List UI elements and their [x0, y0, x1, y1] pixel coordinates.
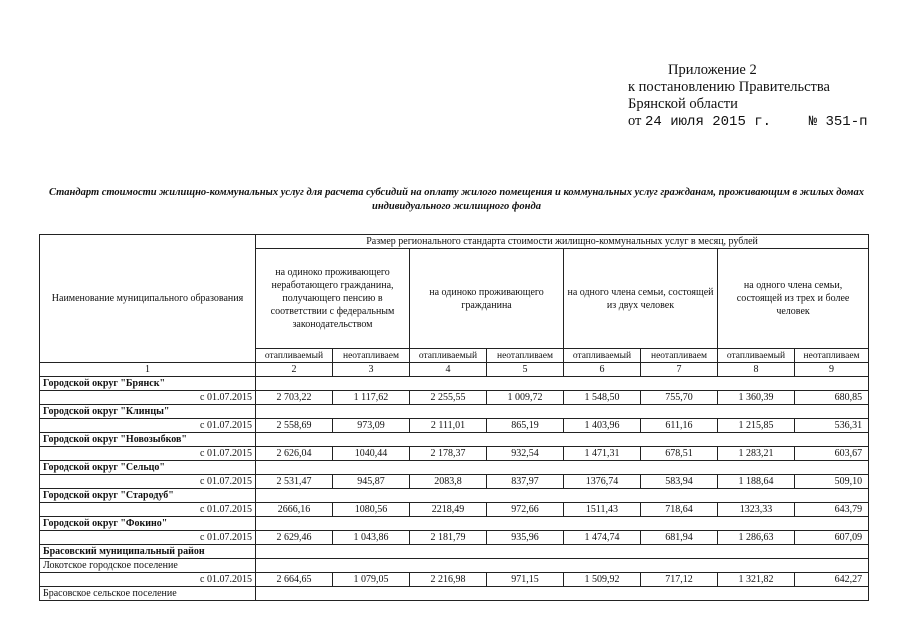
table-row: [40, 447, 869, 461]
value-cell: 603,67: [795, 447, 869, 461]
value-cell: 680,85: [795, 391, 869, 405]
section-header-name: Городской округ "Стародуб": [40, 489, 256, 503]
value-cell: 945,87: [333, 475, 410, 489]
value-cell: 583,94: [641, 475, 718, 489]
blank-cell: [256, 517, 869, 531]
value-cell: 2 626,04: [256, 447, 333, 461]
col-number: 2: [256, 363, 333, 377]
group-header-single: на одиноко проживающего гражданина: [410, 249, 564, 349]
blank-cell: [256, 377, 869, 391]
section-header-name: Городской округ "Клинцы": [40, 405, 256, 419]
value-cell: 718,64: [641, 503, 718, 517]
column-numbers-row: [40, 363, 869, 377]
section-header: [40, 405, 869, 419]
value-cell: 935,96: [487, 531, 564, 545]
table-row: [40, 475, 869, 489]
sub-header-unheated: неотапливаем: [487, 349, 564, 363]
blank-cell: [256, 489, 869, 503]
effective-date: с 01.07.2015: [40, 573, 256, 587]
value-cell: 2 216,98: [410, 573, 487, 587]
value-cell: 2 181,79: [410, 531, 487, 545]
col-number: 9: [795, 363, 869, 377]
value-cell: 2 703,22: [256, 391, 333, 405]
value-cell: 1080,56: [333, 503, 410, 517]
col-number: 7: [641, 363, 718, 377]
value-cell: 536,31: [795, 419, 869, 433]
value-cell: 2083,8: [410, 475, 487, 489]
section-header: [40, 461, 869, 475]
value-cell: 681,94: [641, 531, 718, 545]
value-cell: 643,79: [795, 503, 869, 517]
stamp-number: № 351-п: [808, 114, 868, 130]
value-cell: 1511,43: [564, 503, 641, 517]
table-row: [40, 573, 869, 587]
value-cell: 932,54: [487, 447, 564, 461]
value-cell: 2 178,37: [410, 447, 487, 461]
sub-header-heated: отапливаемый: [410, 349, 487, 363]
value-cell: 2 629,46: [256, 531, 333, 545]
approval-stamp: [628, 62, 868, 131]
group-header-family-three: на одного члена семьи, состоящей из трех и более человек: [718, 249, 869, 349]
value-cell: 1 043,86: [333, 531, 410, 545]
effective-date: с 01.07.2015: [40, 503, 256, 517]
value-cell: 2666,16: [256, 503, 333, 517]
section-header: [40, 433, 869, 447]
blank-cell: [256, 461, 869, 475]
value-cell: 1040,44: [333, 447, 410, 461]
value-cell: 1 471,31: [564, 447, 641, 461]
value-cell: 2 255,55: [410, 391, 487, 405]
value-cell: 1 360,39: [718, 391, 795, 405]
value-cell: 1 509,92: [564, 573, 641, 587]
value-cell: 755,70: [641, 391, 718, 405]
sub-header-heated: отапливаемый: [718, 349, 795, 363]
document-title: Стандарт стоимости жилищно-коммунальных услуг для расчета субсидий на оплату жилого помещения и коммунальных услуг гражданам, проживающим в жилых домах индивидуального жилищного фонда: [48, 187, 864, 212]
value-cell: 611,16: [641, 419, 718, 433]
blank-cell: [256, 587, 869, 601]
section-header: [40, 489, 869, 503]
table-row: [40, 503, 869, 517]
effective-date: с 01.07.2015: [40, 475, 256, 489]
sub-header-heated: отапливаемый: [256, 349, 333, 363]
stamp-region: Брянской области: [628, 96, 738, 112]
value-cell: 509,10: [795, 475, 869, 489]
section-header: [40, 377, 869, 391]
blank-cell: [256, 433, 869, 447]
district-header: [40, 545, 869, 559]
value-cell: 837,97: [487, 475, 564, 489]
value-cell: 2 111,01: [410, 419, 487, 433]
stamp-date: 24 июля 2015 г.: [645, 114, 772, 130]
effective-date: с 01.07.2015: [40, 419, 256, 433]
settlement-header-name: Локотское городское поселение: [40, 559, 256, 573]
sub-header-heated: отапливаемый: [564, 349, 641, 363]
value-cell: 971,15: [487, 573, 564, 587]
settlement-header: [40, 587, 869, 601]
col-number: 3: [333, 363, 410, 377]
settlement-header: [40, 559, 869, 573]
effective-date: с 01.07.2015: [40, 391, 256, 405]
value-cell: 1 403,96: [564, 419, 641, 433]
stamp-date-line: [628, 113, 868, 131]
value-cell: 1 117,62: [333, 391, 410, 405]
value-cell: 1 079,05: [333, 573, 410, 587]
effective-date: с 01.07.2015: [40, 447, 256, 461]
value-cell: 1 548,50: [564, 391, 641, 405]
settlement-header-name: Брасовское сельское поселение: [40, 587, 256, 601]
stamp-resolution: к постановлению Правительства: [628, 79, 830, 95]
col-header-name: Наименование муниципального образования: [40, 235, 256, 363]
section-header-name: Городской округ "Сельцо": [40, 461, 256, 475]
group-header-pensioner: на одиноко проживающего неработающего гражданина, получающего пенсию в соответствии с федеральным законодательством: [256, 249, 410, 349]
value-cell: 1323,33: [718, 503, 795, 517]
section-header-name: Городской округ "Фокино": [40, 517, 256, 531]
value-cell: 1 286,63: [718, 531, 795, 545]
section-header: [40, 517, 869, 531]
stamp-appendix: Приложение 2: [668, 62, 757, 78]
value-cell: 2 558,69: [256, 419, 333, 433]
value-cell: 973,09: [333, 419, 410, 433]
table-row: [40, 391, 869, 405]
col-number: 8: [718, 363, 795, 377]
value-cell: 1 474,74: [564, 531, 641, 545]
stamp-date-prefix: от: [628, 113, 642, 129]
value-cell: 1 283,21: [718, 447, 795, 461]
blank-cell: [256, 559, 869, 573]
table-row: [40, 531, 869, 545]
value-cell: 678,51: [641, 447, 718, 461]
section-header-name: Городской округ "Новозыбков": [40, 433, 256, 447]
value-cell: 865,19: [487, 419, 564, 433]
col-number: 5: [487, 363, 564, 377]
sub-header-unheated: неотапливаем: [795, 349, 869, 363]
sub-header-unheated: неотапливаем: [641, 349, 718, 363]
col-number: 1: [40, 363, 256, 377]
value-cell: 972,66: [487, 503, 564, 517]
value-cell: 1 009,72: [487, 391, 564, 405]
value-cell: 2 531,47: [256, 475, 333, 489]
section-header-name: Городской округ "Брянск": [40, 377, 256, 391]
super-header: Размер регионального стандарта стоимости жилищно-коммунальных услуг в месяц, рублей: [256, 235, 869, 249]
table-row: [40, 419, 869, 433]
district-header-name: Брасовский муниципальный район: [40, 545, 256, 559]
blank-cell: [256, 405, 869, 419]
value-cell: 642,27: [795, 573, 869, 587]
col-number: 6: [564, 363, 641, 377]
value-cell: 1376,74: [564, 475, 641, 489]
value-cell: 1 215,85: [718, 419, 795, 433]
group-header-family-two: на одного члена семьи, состоящей из двух человек: [564, 249, 718, 349]
col-number: 4: [410, 363, 487, 377]
sub-header-unheated: неотапливаем: [333, 349, 410, 363]
effective-date: с 01.07.2015: [40, 531, 256, 545]
value-cell: 717,12: [641, 573, 718, 587]
blank-cell: [256, 545, 869, 559]
value-cell: 2 664,65: [256, 573, 333, 587]
value-cell: 2218,49: [410, 503, 487, 517]
value-cell: 1 188,64: [718, 475, 795, 489]
standard-cost-table: [39, 234, 869, 601]
value-cell: 1 321,82: [718, 573, 795, 587]
value-cell: 607,09: [795, 531, 869, 545]
